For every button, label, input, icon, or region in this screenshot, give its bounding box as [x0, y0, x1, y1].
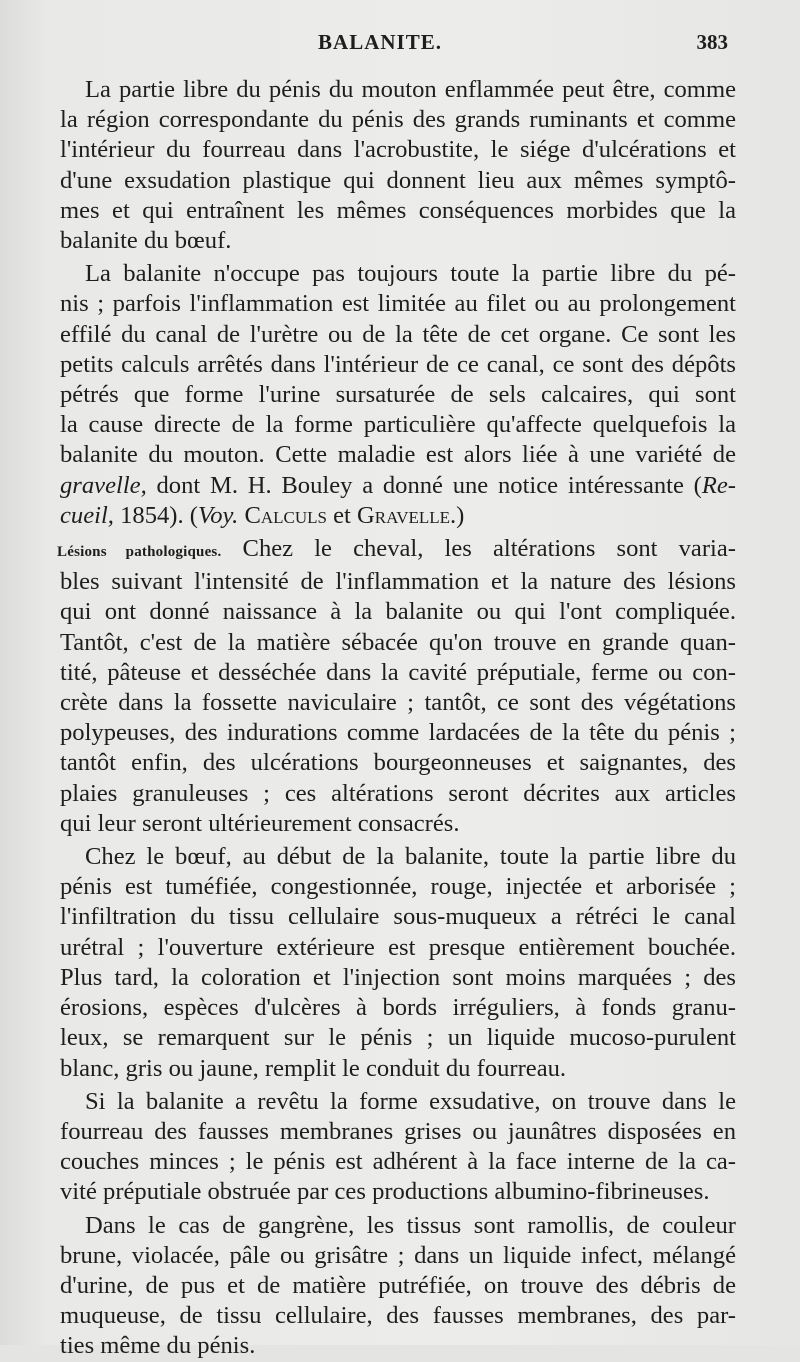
page-number: 383 [696, 30, 728, 54]
cross-reference: Calculs [244, 501, 327, 529]
text-line: La balanite n'occupe pas toujours toute la partie libre du pé- [85, 260, 736, 288]
text-line: pétrés que forme l'urine sursaturée de sels calcaires, qui sont [60, 381, 736, 409]
text-line: qui ont donné naissance à la balanite ou qui l'ont compliquée. [60, 598, 736, 626]
text-line: fourreau des fausses membranes grises ou jaunâtres disposées en [60, 1117, 736, 1145]
text-line [57, 534, 736, 567]
text-line: balanite du mouton. Cette maladie est alors liée à une variété de [60, 441, 736, 469]
text-line: pénis est tuméfiée, congestionnée, rouge, injectée et arborisée ; [60, 873, 736, 901]
text-line: Si la balanite a revêtu la forme exsudative, on trouve dans le [85, 1087, 736, 1115]
text-run: 1854). ( [113, 501, 198, 529]
running-title: BALANITE. [318, 30, 442, 54]
paragraph [60, 842, 736, 1084]
italic-text: Voy. [197, 501, 239, 529]
text-line: la cause directe de la forme particulière qu'affecte quelquefois la [60, 411, 736, 439]
text-line: leux, se remarquent sur le pénis ; un liquide mucoso-purulent [60, 1024, 736, 1052]
text-line: blanc, gris ou jaune, remplit le conduit du fourreau. [60, 1054, 567, 1082]
running-head [0, 30, 800, 60]
text-line: nis ; parfois l'inflammation est limitée au filet ou au prolongement [60, 290, 736, 318]
text-line: la région correspondante du pénis des grands ruminants et comme [60, 106, 736, 134]
text-line: tantôt enfin, des ulcérations bourgeonneuses et saignantes, des [60, 749, 736, 777]
paragraph [60, 259, 736, 531]
text-line: polypeuses, des indurations comme lardacées de la tête du pénis ; [60, 719, 736, 747]
paragraph [60, 1211, 736, 1362]
text-line: Chez le bœuf, au début de la balanite, toute la partie libre du [85, 843, 736, 871]
text-line: crète dans la fossette naviculaire ; tantôt, ce sont des végétations [60, 689, 736, 717]
text-line: muqueuse, de tissu cellulaire, des fausses membranes, des par- [60, 1302, 736, 1330]
italic-text: gravelle, [60, 471, 147, 499]
text-run: Chez le cheval, les altérations sont varia- [221, 535, 736, 563]
text-line [60, 471, 736, 501]
text-line: qui leur seront ultérieurement consacrés. [60, 809, 460, 837]
text-line: plaies granuleuses ; ces altérations seront décrites aux articles [60, 779, 736, 807]
text-line [60, 501, 736, 531]
text-line: urétral ; l'ouverture extérieure est presque entièrement bouchée. [60, 933, 736, 961]
text-line: brune, violacée, pâle ou grisâtre ; dans un liquide infect, mélangé [60, 1241, 736, 1269]
text-line: vité préputiale obstruée par ces productions albumino-fibrineuses. [60, 1178, 710, 1206]
text-line: Dans le cas de gangrène, les tissus sont ramollis, de couleur [85, 1211, 736, 1239]
text-line: balanite du bœuf. [60, 227, 232, 255]
text-line: La partie libre du pénis du mouton enflammée peut être, comme [85, 76, 736, 103]
text-run: et [326, 501, 358, 529]
section-heading: Lésions pathologiques. [57, 544, 222, 561]
paragraph [60, 75, 736, 256]
italic-text: cueil, [60, 501, 114, 529]
italic-text: Re- [701, 471, 736, 499]
text-line: l'infiltration du tissu cellulaire sous-muqueux a rétréci le canal [60, 903, 736, 931]
text-line: Tantôt, c'est de la matière sébacée qu'on trouve en grande quan- [60, 628, 736, 656]
text-line: tité, pâteuse et desséchée dans la cavité préputiale, ferme ou con- [60, 658, 736, 686]
text-line: l'intérieur du fourreau dans l'acrobustite, le siége d'ulcérations et [60, 136, 736, 164]
paragraph [60, 1087, 736, 1208]
text-line: érosions, espèces d'ulcères à bords irréguliers, à fonds granu- [60, 994, 736, 1022]
text-line: d'une exsudation plastique qui donnent lieu aux mêmes symptô- [60, 166, 736, 194]
text-line: effilé du canal de l'urètre ou de la tête de cet organe. Ce sont les [60, 320, 736, 348]
text-line: Plus tard, la coloration et l'injection sont moins marquées ; des [60, 963, 736, 991]
body-text [57, 72, 736, 1362]
text-line: mes et qui entraînent les mêmes conséquences morbides que la [60, 196, 736, 224]
text-run: ) [456, 501, 465, 529]
text-line: d'urine, de pus et de matière putréfiée, on trouve des débris de [60, 1271, 736, 1299]
text-line: petits calculs arrêtés dans l'intérieur de ce canal, ce sont des dépôts [60, 350, 736, 378]
paragraph [57, 534, 736, 839]
text-line: bles suivant l'intensité de l'inflammation et la nature des lésions [60, 568, 736, 596]
cross-reference: Gravelle. [357, 501, 457, 529]
text-line: ties même du pénis. [60, 1332, 256, 1360]
text-line: couches minces ; le pénis est adhérent à la face interne de la ca- [60, 1148, 736, 1176]
text-run: dont M. H. Bouley a donné une notice intéressante ( [146, 471, 702, 499]
